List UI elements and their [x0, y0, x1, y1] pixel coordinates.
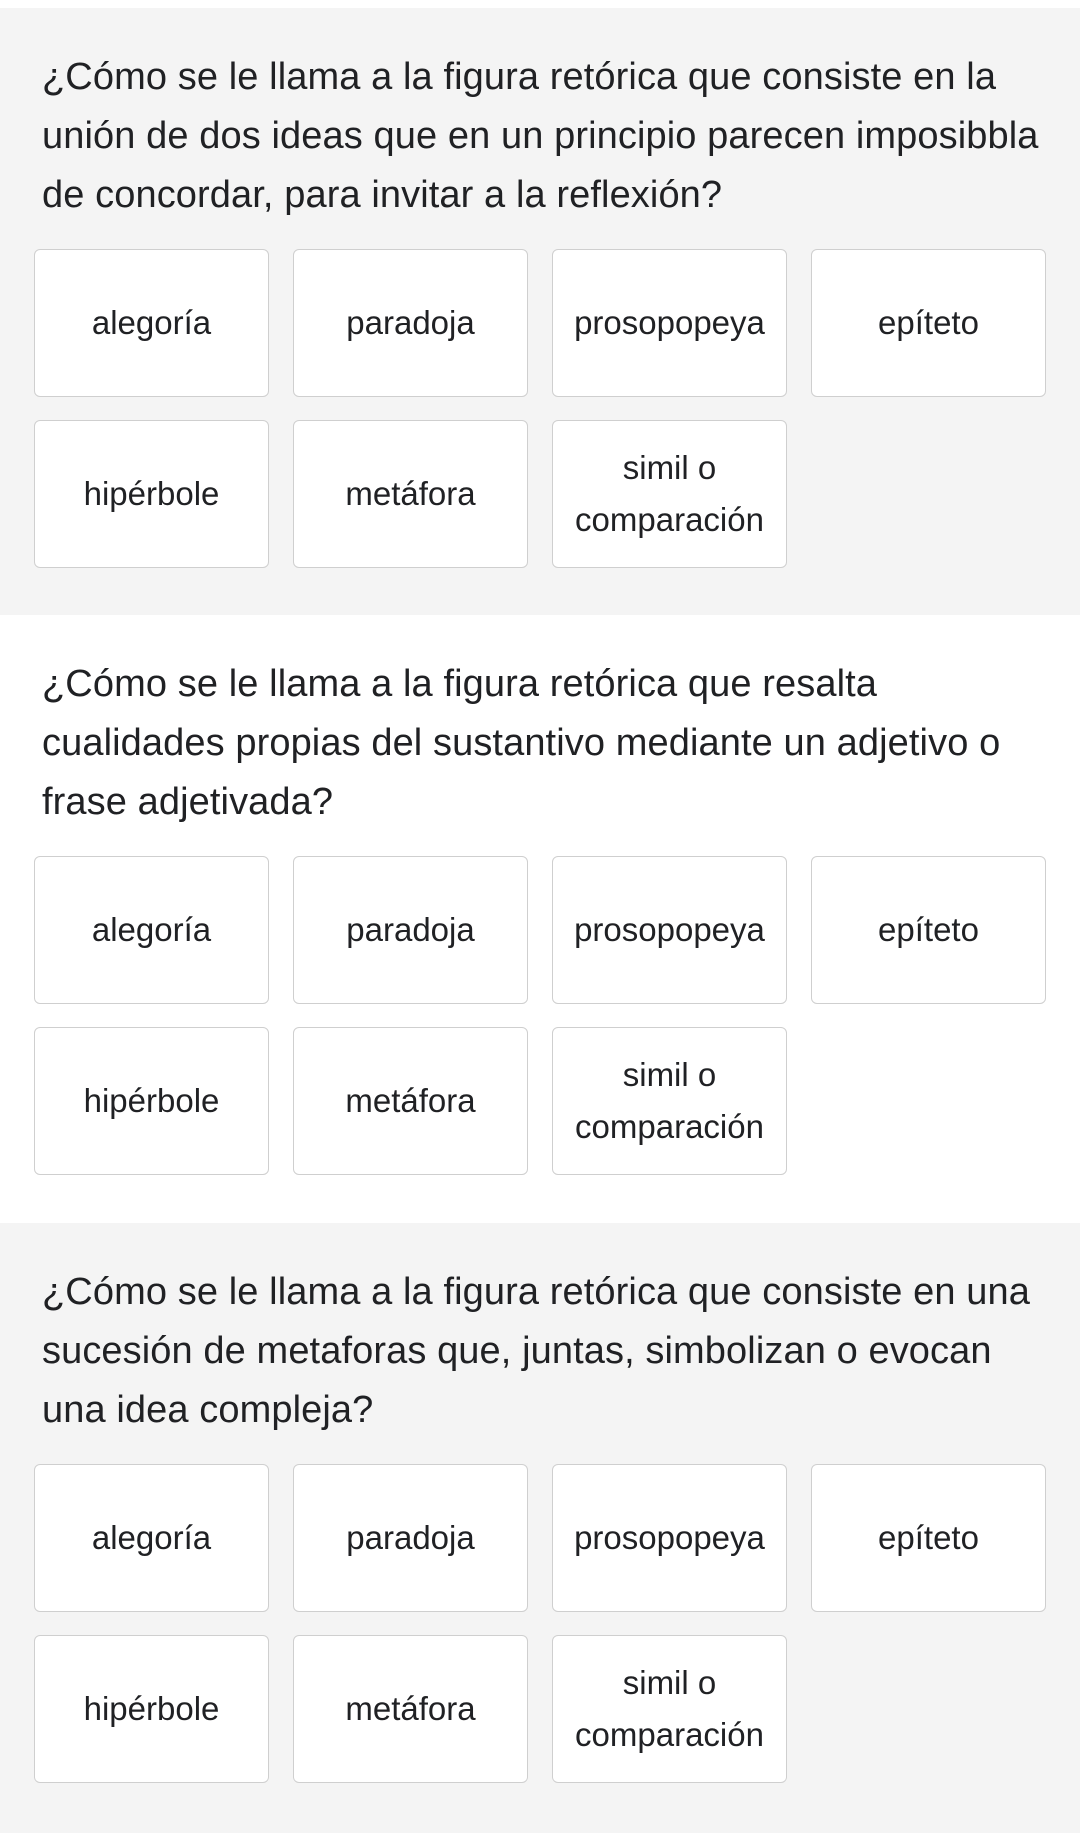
- question-text: ¿Cómo se le llama a la figura retórica que resalta cualidades propias del sustantivo mediante un adjetivo o frase adjetivada?: [42, 663, 1001, 823]
- option-epiteto[interactable]: [811, 856, 1046, 1004]
- option-label: hipérbole: [83, 1082, 220, 1119]
- option-hiperbole[interactable]: [34, 1027, 269, 1175]
- option-label: metáfora: [345, 475, 476, 512]
- option-prosopopeya[interactable]: [552, 856, 787, 1004]
- option-label: alegoría: [91, 1519, 212, 1556]
- option-label: epíteto: [878, 911, 979, 948]
- answer-options: [34, 856, 1054, 1175]
- question-text: ¿Cómo se le llama a la figura retórica que consiste en una sucesión de metaforas que, juntas, simbolizan o evocan una idea compleja?: [42, 1271, 1030, 1431]
- option-metafora[interactable]: [293, 1027, 528, 1175]
- option-label: simil o comparación: [575, 449, 764, 538]
- option-metafora[interactable]: [293, 420, 528, 568]
- option-simil-o-comparacion[interactable]: [552, 420, 787, 568]
- option-label: hipérbole: [83, 1690, 220, 1727]
- option-label: prosopopeya: [574, 304, 765, 341]
- answer-options: [34, 1464, 1054, 1783]
- option-label: paradoja: [346, 304, 475, 341]
- option-hiperbole[interactable]: [34, 420, 269, 568]
- option-paradoja[interactable]: [293, 1464, 528, 1612]
- question-block: [0, 8, 1080, 615]
- option-label: metáfora: [345, 1082, 476, 1119]
- option-paradoja[interactable]: [293, 856, 528, 1004]
- option-simil-o-comparacion[interactable]: [552, 1635, 787, 1783]
- option-prosopopeya[interactable]: [552, 249, 787, 397]
- option-label: simil o comparación: [575, 1056, 764, 1145]
- option-label: alegoría: [91, 304, 212, 341]
- option-label: hipérbole: [83, 475, 220, 512]
- option-label: paradoja: [346, 1519, 475, 1556]
- option-label: prosopopeya: [574, 1519, 765, 1556]
- option-alegoria[interactable]: [34, 249, 269, 397]
- option-epiteto[interactable]: [811, 1464, 1046, 1612]
- question-text: ¿Cómo se le llama a la figura retórica que consiste en la unión de dos ideas que en un principio parecen imposibbla de concordar, para invitar a la reflexión?: [42, 56, 1039, 216]
- question-block: [0, 1223, 1080, 1833]
- option-hiperbole[interactable]: [34, 1635, 269, 1783]
- option-label: epíteto: [878, 304, 979, 341]
- option-label: paradoja: [346, 911, 475, 948]
- option-alegoria[interactable]: [34, 856, 269, 1004]
- option-prosopopeya[interactable]: [552, 1464, 787, 1612]
- option-paradoja[interactable]: [293, 249, 528, 397]
- option-label: simil o comparación: [575, 1664, 764, 1753]
- option-alegoria[interactable]: [34, 1464, 269, 1612]
- answer-options: [34, 249, 1054, 568]
- option-metafora[interactable]: [293, 1635, 528, 1783]
- option-simil-o-comparacion[interactable]: [552, 1027, 787, 1175]
- question-block: [0, 615, 1080, 1223]
- option-label: metáfora: [345, 1690, 476, 1727]
- option-label: alegoría: [91, 911, 212, 948]
- option-label: prosopopeya: [574, 911, 765, 948]
- option-epiteto[interactable]: [811, 249, 1046, 397]
- option-label: epíteto: [878, 1519, 979, 1556]
